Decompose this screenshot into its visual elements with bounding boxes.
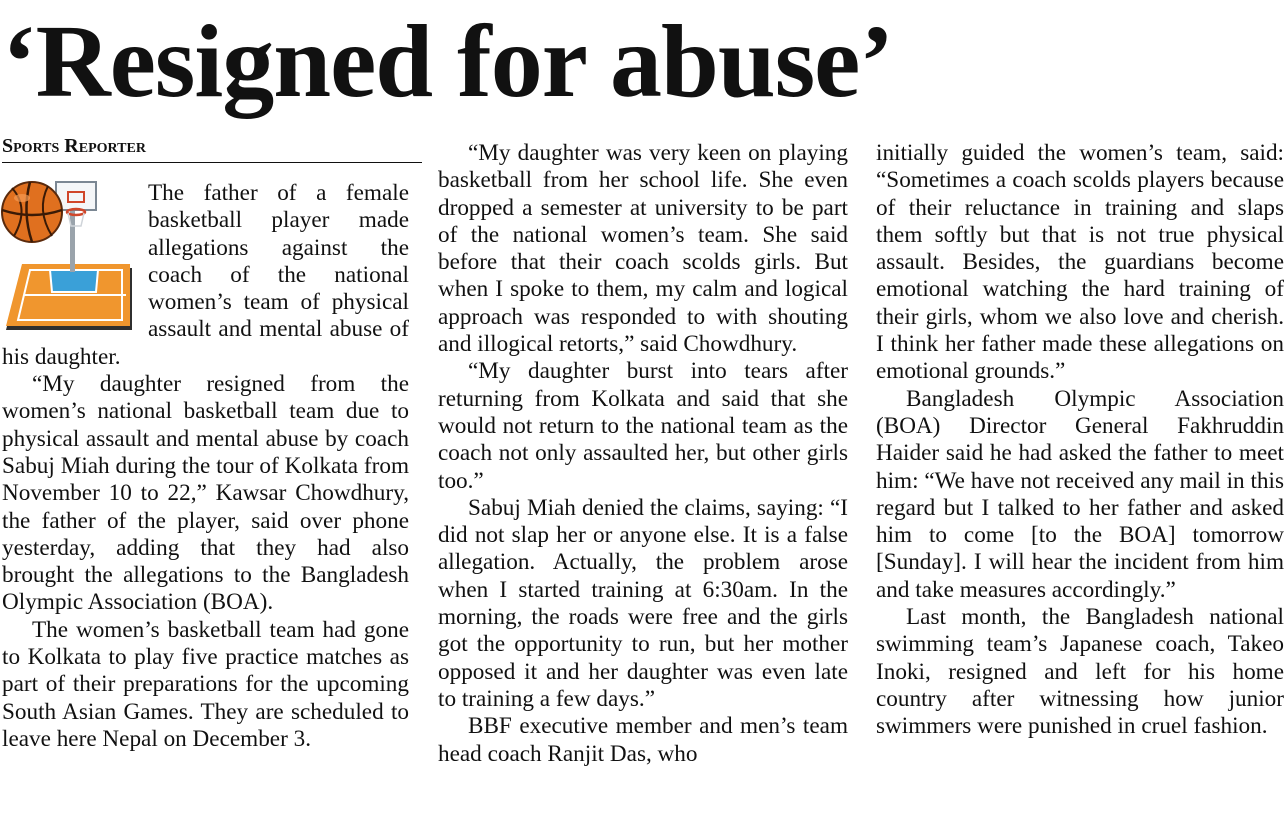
byline: Sports Reporter — [2, 134, 422, 163]
paragraph: The father of a female basketball player made allegations against the coach of the national women’s team of physical assault and mental abuse of his daughter. — [2, 180, 409, 370]
paragraph: initially guided the women’s team, said: “Sometimes a coach scolds players because of their reluctance in training and slaps them softly but that is not true physical assault. Besides, the guardians become emotional watching the hard training of their girls, whom we also love and cherish. I think her father made these allegations on emotional grounds.” — [876, 140, 1284, 385]
article-column-1 — [2, 180, 409, 753]
paragraph: Last month, the Bangladesh national swimming team’s Japanese coach, Takeo Inoki, resigned and left for his home country after witnessing how junior swimmers were punished in cruel fashion. — [876, 604, 1284, 740]
paragraph: “My daughter resigned from the women’s national basketball team due to physical assault and mental abuse by coach Sabuj Miah during the tour of Kolkata from November 10 to 22,” Kawsar Chowdhury, the father of the player, said over phone yesterday, adding that they had also brought the allegations to the Bangladesh Olympic Association (BOA). — [2, 371, 409, 616]
paragraph: The women’s basketball team had gone to Kolkata to play five practice matches as part of their preparations for the upcoming South Asian Games. They are scheduled to leave here Nepal on December 3. — [2, 616, 409, 752]
article-column-3 — [876, 140, 1284, 741]
paragraph: Bangladesh Olympic Association (BOA) Director General Fakhruddin Haider said he had asked the father to meet him: “We have not received any mail in this regard but I talked to her father and asked him to come [to the BOA] tomorrow [Sunday]. I will hear the incident from him and take measures accordingly.” — [876, 385, 1284, 603]
paragraph: “My daughter burst into tears after returning from Kolkata and said that she would not return to the national team as the coach not only assaulted her, but other girls too.” — [438, 358, 848, 494]
headline: ‘Resigned for abuse’ — [2, 4, 893, 119]
paragraph: Sabuj Miah denied the claims, saying: “I did not slap her or anyone else. It is a false allegation. Actually, the problem arose when I started training at 6:30am. In the morning, the roads were free and the girls got the opportunity to run, but her mother opposed it and her daughter was even late to training a few days.” — [438, 494, 848, 712]
basketball-court-icon — [0, 180, 138, 332]
paragraph: “My daughter was very keen on playing basketball from her school life. She even dropped a semester at university to be part of the national women’s team. She said before that their coach scolds girls. But when I spoke to them, my calm and logical approach was responded to with shouting and illogical retorts,” said Chowdhury. — [438, 140, 848, 358]
paragraph: BBF executive member and men’s team head coach Ranjit Das, who — [438, 713, 848, 767]
article-column-2 — [438, 140, 848, 768]
